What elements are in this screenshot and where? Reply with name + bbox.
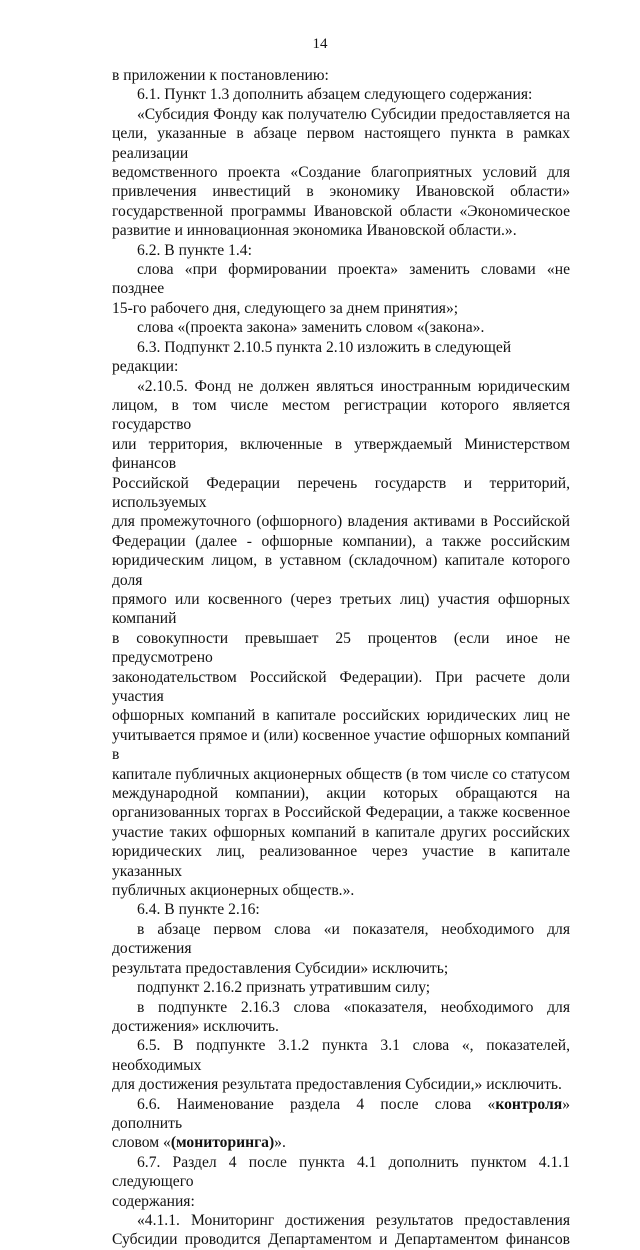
text-line: Российской Федерации перечень государств и территорий, используемых: [112, 474, 570, 511]
text-line: офшорных компаний в капитале российских юридических лиц не: [112, 707, 570, 725]
text-line: в совокупности превышает 25 процентов (если иное не предусмотрено: [112, 629, 570, 667]
text-line: «2.10.5. Фонд не должен являться иностранным юридическим: [137, 377, 570, 395]
text-line: [112, 1095, 570, 1134]
text-line: 6.3. Подпункт 2.10.5 пункта 2.10 изложить в следующей редакции:: [112, 338, 512, 376]
text-line: лицом, в том числе местом регистрации которого является государство: [112, 396, 570, 434]
text-line: в подпункте 2.16.3 слова «показателя, необходимого для: [137, 998, 570, 1016]
text-line: привлечения инвестиций в экономику Ивановской области»: [112, 183, 570, 201]
text-segment: ».: [274, 1134, 286, 1152]
text-line: или территория, включенные в утверждаемый Министерством финансов: [112, 435, 570, 473]
text-segment: словом «: [112, 1134, 171, 1152]
text-line: участие таких офшорных компаний в капитале других российских: [112, 823, 570, 841]
text-line: Федерации (далее - офшорные компании), а также российским: [112, 532, 570, 550]
text-line: в абзаце первом слова «и показателя, необходимого для достижения: [112, 920, 570, 958]
text-line: публичных акционерных обществ.».: [112, 882, 355, 900]
text-line: 15-го рабочего дня, следующего за днем принятия»;: [112, 299, 459, 317]
text-line: прямого или косвенного (через третьих лиц) участия офшорных компаний: [112, 590, 570, 628]
text-line: «Субсидия Фонду как получателю Субсидии предоставляется на: [137, 105, 570, 123]
text-line: развитие и инновационная экономика Ивановской области.».: [112, 222, 517, 240]
text-line: в приложении к постановлению:: [112, 67, 329, 84]
bold-term: контроля: [495, 1095, 563, 1113]
text-line: государственной программы Ивановской области «Экономическое: [112, 202, 570, 220]
text-line: 6.7. Раздел 4 после пункта 4.1 дополнить пунктом 4.1.1 следующего: [112, 1153, 570, 1191]
text-line: достижения» исключить.: [112, 1017, 279, 1035]
text-line: 6.2. В пункте 1.4:: [137, 241, 252, 259]
text-line: содержания:: [112, 1192, 195, 1210]
text-line: организованных торгах в Российской Федерации, а также косвенное: [112, 804, 570, 822]
text-line: юридических лиц, реализованное через участие в капитале указанных: [112, 843, 570, 880]
text-line: для промежуточного (офшорного) владения активами в Российской: [112, 513, 570, 531]
text-line: юридическим лицом, в уставном (складочном) капитале которого доля: [112, 552, 570, 589]
text-line: подпункт 2.16.2 признать утратившим силу;: [137, 979, 431, 997]
text-line: для достижения результата предоставления Субсидии,» исключить.: [112, 1076, 562, 1094]
text-line: цели, указанные в абзаце первом настоящего пункта в рамках реализации: [112, 125, 570, 162]
text-line: учитывается прямое и (или) косвенное участие офшорных компаний в: [112, 726, 570, 764]
text-segment: 6.6. Наименование раздела 4 после слова «: [137, 1095, 496, 1113]
text-line: «4.1.1. Мониторинг достижения результатов предоставления: [137, 1211, 570, 1229]
text-line: результата предоставления Субсидии» исключить;: [112, 959, 449, 977]
text-line: международной компании), акции которых обращаются на: [112, 785, 570, 803]
text-line: слова «при формировании проекта» заменить словами «не позднее: [112, 261, 570, 298]
text-line: 6.4. В пункте 2.16:: [137, 901, 260, 919]
text-segment: » дополнить: [112, 1095, 570, 1132]
page-number: 14: [312, 36, 328, 52]
bold-term: (мониторинга): [170, 1134, 275, 1152]
text-line: [112, 1133, 570, 1152]
text-line: 6.5. В подпункте 3.1.2 пункта 3.1 слова «, показателей, необходимых: [112, 1037, 570, 1074]
text-line: капитале публичных акционерных обществ (в том числе со статусом: [112, 765, 570, 783]
text-line: ведомственного проекта «Создание благоприятных условий для: [112, 164, 570, 182]
document-body: [112, 66, 570, 1250]
text-line: законодательством Российской Федерации). При расчете доли участия: [112, 668, 570, 705]
text-line: 6.1. Пункт 1.3 дополнить абзацем следующего содержания:: [137, 86, 533, 104]
text-line: слова «(проекта закона» заменить словом «(закона».: [137, 319, 485, 337]
text-line: Субсидии проводится Департаментом и Департаментом финансов: [112, 1231, 570, 1249]
